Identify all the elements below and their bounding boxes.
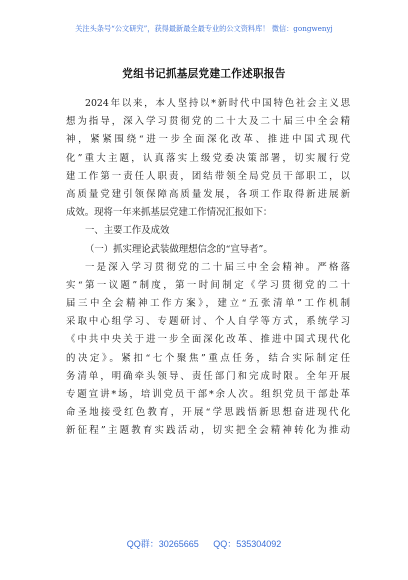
body-line: 实“第一议题”制度，第一时间制定《学习贯彻党的二十: [66, 279, 350, 291]
body-line: 专题宣讲*场，培训党员干部*余人次。组织党员干部赴革: [66, 389, 350, 400]
body-line: 想为指导，深入学习贯彻党的二十大及二十届三中全会精: [66, 116, 350, 128]
subsection-heading: （一）抓实理论武装做理想信念的“宣导者”。: [85, 243, 273, 255]
footer-banner: [0, 537, 408, 550]
document-body: [66, 95, 350, 441]
document-title: 党组书记抓基层党建工作述职报告: [122, 68, 286, 80]
footer-qq-group: QQ群：30265665: [126, 539, 199, 549]
body-line: 化”重大主题，认真落实上级党委决策部署，切实履行党: [66, 152, 350, 164]
body-line: 命圣地接受红色教育，开展“学思践悟新思想奋进现代化: [66, 407, 350, 419]
body-line: 建工作第一责任人职责，团结带领全局党员干部职工，以: [66, 170, 350, 182]
body-line: 新征程”主题教育实践活动，切实把全会精神转化为推动: [66, 425, 350, 437]
section-heading: 一、主要工作及成效: [85, 225, 170, 237]
body-line: 《中共中央关于进一步全面深化改革、推进中国式现代化: [66, 334, 350, 346]
body-line: 一是深入学习贯彻党的二十届三中全会精神。严格落: [85, 261, 350, 273]
body-line: 神，紧紧围绕“进一步全面深化改革、推进中国式现代: [66, 134, 350, 146]
body-line: 高质量党建引领保障高质量发展，各项工作取得新进展新: [66, 188, 350, 200]
body-line: 的决定》。紧扣“七个聚焦”重点任务，结合实际制定任: [66, 352, 350, 364]
footer-qq: QQ：535304092: [213, 539, 282, 549]
body-line: 务清单，明确牵头领导、责任部门和完成时限。全年开展: [66, 370, 350, 382]
body-line: 届三中全会精神工作方案》，建立“五张清单”工作机制: [66, 298, 350, 310]
body-line: 采取中心组学习、专题研讨、个人自学等方式，系统学习: [66, 316, 350, 328]
body-line: 成效。现将一年来抓基层党建工作情况汇报如下：: [66, 207, 273, 219]
header-banner: 关注头条号“公文研究”，获得最新最全最专业的公文资料库！ 微信：gongwenyj: [75, 24, 333, 33]
body-line: 2024年以来，本人坚持以*新时代中国特色社会主义思: [85, 98, 350, 109]
